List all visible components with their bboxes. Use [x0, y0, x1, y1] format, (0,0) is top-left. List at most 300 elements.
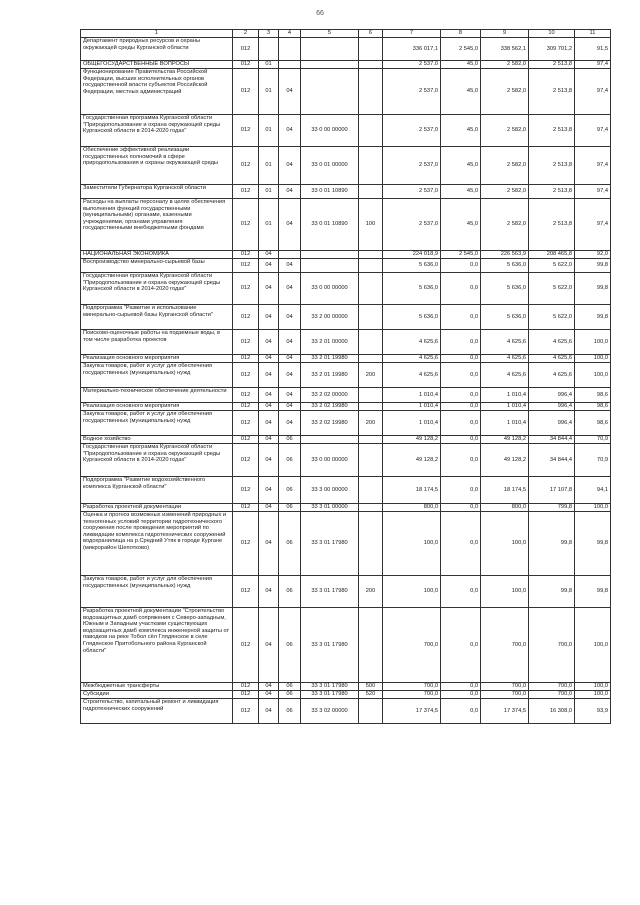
cell-col-2: 012 [233, 411, 259, 436]
cell-col-2: 012 [233, 388, 259, 403]
row-label: Водное хозяйство [81, 436, 233, 444]
cell-col-8: 0,0 [441, 388, 481, 403]
cell-col-11: 100,0 [575, 330, 611, 355]
column-header: 7 [383, 30, 441, 38]
cell-col-8: 0,0 [441, 330, 481, 355]
cell-col-2: 012 [233, 504, 259, 512]
cell-col-6 [359, 251, 383, 259]
cell-col-11: 98,6 [575, 411, 611, 436]
cell-col-11: 99,8 [575, 512, 611, 576]
cell-col-11: 92,0 [575, 251, 611, 259]
cell-col-3: 01 [259, 61, 279, 69]
table-row [81, 259, 611, 273]
cell-col-8: 0,0 [441, 691, 481, 699]
cell-col-3: 01 [259, 69, 279, 115]
cell-col-10: 309 701,2 [529, 38, 575, 61]
table-row [81, 608, 611, 683]
cell-col-5 [301, 38, 359, 61]
table-row [81, 305, 611, 330]
cell-col-11: 99,8 [575, 259, 611, 273]
cell-col-5: 33 3 01 00000 [301, 504, 359, 512]
row-label: Расходы на выплаты персоналу в целях обеспечения выполнения функций государственными (муниципальными) органами, казенными учреждениями, органами управления государственными внебюджетными фондами [81, 199, 233, 251]
cell-col-4: 04 [279, 185, 301, 199]
cell-col-7: 2 537,0 [383, 69, 441, 115]
cell-col-8: 0,0 [441, 699, 481, 724]
cell-col-2: 012 [233, 683, 259, 691]
row-label: Обеспечение эффективной реализации государственных полномочий в сфере природопользования и охраны окружающей среды [81, 147, 233, 185]
cell-col-3: 04 [259, 436, 279, 444]
row-label: Строительство, капитальный ремонт и ликвидация гидротехнических сооружений [81, 699, 233, 724]
cell-col-6 [359, 403, 383, 411]
cell-col-11: 98,6 [575, 388, 611, 403]
cell-col-5: 33 0 00 00000 [301, 115, 359, 147]
cell-col-5: 33 3 01 17980 [301, 608, 359, 683]
cell-col-2: 012 [233, 305, 259, 330]
cell-col-11: 70,9 [575, 436, 611, 444]
column-header: 6 [359, 30, 383, 38]
cell-col-2: 012 [233, 185, 259, 199]
cell-col-9: 4 625,6 [481, 363, 529, 388]
column-header: 4 [279, 30, 301, 38]
table-row [81, 273, 611, 305]
cell-col-3: 04 [259, 512, 279, 576]
cell-col-5: 33 2 02 19980 [301, 403, 359, 411]
cell-col-11: 97,4 [575, 115, 611, 147]
cell-col-7: 2 537,0 [383, 147, 441, 185]
table-row [81, 185, 611, 199]
table-row [81, 504, 611, 512]
row-label: Департамент природных ресурсов и охраны окружающей среды Курганской области [81, 38, 233, 61]
cell-col-10: 700,0 [529, 683, 575, 691]
column-header: 2 [233, 30, 259, 38]
cell-col-10: 4 625,6 [529, 363, 575, 388]
cell-col-6 [359, 61, 383, 69]
table-row [81, 115, 611, 147]
cell-col-10: 99,8 [529, 576, 575, 608]
column-header: 8 [441, 30, 481, 38]
cell-col-10: 996,4 [529, 411, 575, 436]
cell-col-4: 06 [279, 699, 301, 724]
cell-col-2: 012 [233, 251, 259, 259]
cell-col-6: 200 [359, 411, 383, 436]
cell-col-4: 04 [279, 403, 301, 411]
cell-col-10: 5 622,0 [529, 273, 575, 305]
table-row [81, 388, 611, 403]
cell-col-3: 01 [259, 147, 279, 185]
cell-col-10: 2 513,8 [529, 69, 575, 115]
cell-col-2: 012 [233, 259, 259, 273]
cell-col-10: 700,0 [529, 608, 575, 683]
cell-col-9: 2 582,0 [481, 61, 529, 69]
cell-col-7: 1 010,4 [383, 388, 441, 403]
cell-col-3: 01 [259, 115, 279, 147]
cell-col-8: 45,0 [441, 69, 481, 115]
cell-col-10: 2 513,8 [529, 199, 575, 251]
row-label: Разработка проектной документации [81, 504, 233, 512]
table-row [81, 699, 611, 724]
table-row [81, 576, 611, 608]
cell-col-7: 100,0 [383, 576, 441, 608]
cell-col-4: 04 [279, 330, 301, 355]
cell-col-3: 04 [259, 363, 279, 388]
cell-col-4: 04 [279, 411, 301, 436]
cell-col-4: 06 [279, 444, 301, 477]
cell-col-7: 2 537,0 [383, 61, 441, 69]
cell-col-9: 4 625,6 [481, 355, 529, 363]
row-label: Воспроизводство минерально-сырьевой базы [81, 259, 233, 273]
cell-col-4: 06 [279, 683, 301, 691]
cell-col-5: 33 3 01 17980 [301, 512, 359, 576]
cell-col-3: 04 [259, 305, 279, 330]
cell-col-9: 2 582,0 [481, 147, 529, 185]
cell-col-9: 1 010,4 [481, 411, 529, 436]
cell-col-2: 012 [233, 115, 259, 147]
cell-col-9: 1 010,4 [481, 403, 529, 411]
cell-col-9: 2 582,0 [481, 199, 529, 251]
cell-col-7: 1 010,4 [383, 403, 441, 411]
cell-col-10: 996,4 [529, 388, 575, 403]
cell-col-2: 012 [233, 199, 259, 251]
cell-col-2: 012 [233, 436, 259, 444]
cell-col-4: 06 [279, 504, 301, 512]
cell-col-10: 208 465,8 [529, 251, 575, 259]
row-label: Реализация основного мероприятия [81, 355, 233, 363]
cell-col-6 [359, 512, 383, 576]
cell-col-7: 5 636,0 [383, 259, 441, 273]
cell-col-9: 100,0 [481, 576, 529, 608]
cell-col-11: 100,0 [575, 355, 611, 363]
cell-col-8: 2 545,0 [441, 38, 481, 61]
cell-col-4: 04 [279, 199, 301, 251]
cell-col-4: 04 [279, 115, 301, 147]
cell-col-11: 100,0 [575, 691, 611, 699]
row-label: ОБЩЕГОСУДАРСТВЕННЫЕ ВОПРОСЫ [81, 61, 233, 69]
cell-col-3: 04 [259, 683, 279, 691]
cell-col-8: 45,0 [441, 147, 481, 185]
column-header: 11 [575, 30, 611, 38]
table-row [81, 69, 611, 115]
cell-col-7: 100,0 [383, 512, 441, 576]
cell-col-4 [279, 251, 301, 259]
cell-col-8: 0,0 [441, 504, 481, 512]
cell-col-2: 012 [233, 512, 259, 576]
cell-col-11: 70,9 [575, 444, 611, 477]
table-row [81, 251, 611, 259]
table-row [81, 683, 611, 691]
cell-col-4 [279, 61, 301, 69]
cell-col-4: 06 [279, 477, 301, 504]
cell-col-2: 012 [233, 576, 259, 608]
cell-col-8: 45,0 [441, 199, 481, 251]
cell-col-9: 2 582,0 [481, 115, 529, 147]
cell-col-8: 0,0 [441, 403, 481, 411]
cell-col-10: 16 308,0 [529, 699, 575, 724]
cell-col-9: 2 582,0 [481, 69, 529, 115]
cell-col-9: 700,0 [481, 683, 529, 691]
row-label: Функционирование Правительства Российской Федерации, высших исполнительных органов государственной власти субъектов Российской Федерации, местных администраций [81, 69, 233, 115]
cell-col-4: 04 [279, 355, 301, 363]
cell-col-7: 49 128,2 [383, 444, 441, 477]
cell-col-5: 33 0 01 00000 [301, 147, 359, 185]
cell-col-11: 100,0 [575, 504, 611, 512]
row-label: Оценка и прогноз возможных изменений природных и техногенных условий территории гидротехнического сооружения после проведения мероприятий по ликвидации комплекса гидротехнических сооружений водохранилища на р.Средний Утяк в городе Кургане (микрорайон Шепотково) [81, 512, 233, 576]
cell-col-4: 04 [279, 363, 301, 388]
cell-col-4: 04 [279, 147, 301, 185]
cell-col-10: 2 513,8 [529, 61, 575, 69]
cell-col-8: 0,0 [441, 608, 481, 683]
cell-col-9: 700,0 [481, 691, 529, 699]
cell-col-8: 0,0 [441, 273, 481, 305]
cell-col-8: 0,0 [441, 355, 481, 363]
table-row [81, 691, 611, 699]
cell-col-11: 100,0 [575, 608, 611, 683]
cell-col-7: 800,0 [383, 504, 441, 512]
cell-col-10: 2 513,8 [529, 115, 575, 147]
cell-col-7: 700,0 [383, 608, 441, 683]
cell-col-6 [359, 330, 383, 355]
cell-col-5 [301, 251, 359, 259]
cell-col-5: 33 2 02 19980 [301, 411, 359, 436]
table-row [81, 199, 611, 251]
table-row [81, 330, 611, 355]
page-number: 66 [316, 10, 324, 17]
cell-col-5 [301, 259, 359, 273]
row-label: Подпрограмма "Развитие и использование минерально-сырьевой базы Курганской области" [81, 305, 233, 330]
cell-col-5 [301, 436, 359, 444]
cell-col-11: 97,4 [575, 69, 611, 115]
cell-col-3: 01 [259, 185, 279, 199]
row-label: Разработка проектной документации "Строительство водозащитных дамб сопряжения с Северо-западным, Южным и Западным участками существующих водозащитных дамб комплекса инженерной защиты от паводков на реке Тобол сёл Глядянское в селе Глядянское Притобольного района Курганской области" [81, 608, 233, 683]
cell-col-11: 100,0 [575, 683, 611, 691]
row-label: Закупка товаров, работ и услуг для обеспечения государственных (муниципальных) нужд [81, 576, 233, 608]
cell-col-9: 800,0 [481, 504, 529, 512]
cell-col-6 [359, 259, 383, 273]
cell-col-3: 04 [259, 444, 279, 477]
cell-col-5: 33 2 02 00000 [301, 388, 359, 403]
cell-col-2: 012 [233, 61, 259, 69]
cell-col-7: 4 625,6 [383, 330, 441, 355]
cell-col-4: 06 [279, 608, 301, 683]
cell-col-2: 012 [233, 38, 259, 61]
cell-col-3: 04 [259, 691, 279, 699]
cell-col-6 [359, 444, 383, 477]
cell-col-7: 18 174,5 [383, 477, 441, 504]
cell-col-2: 012 [233, 147, 259, 185]
cell-col-11: 97,4 [575, 185, 611, 199]
budget-table [80, 29, 611, 724]
cell-col-6 [359, 38, 383, 61]
cell-col-2: 012 [233, 477, 259, 504]
cell-col-3: 04 [259, 259, 279, 273]
cell-col-6 [359, 388, 383, 403]
cell-col-5: 33 3 00 00000 [301, 477, 359, 504]
cell-col-10: 4 625,6 [529, 355, 575, 363]
cell-col-3: 01 [259, 199, 279, 251]
cell-col-6: 100 [359, 199, 383, 251]
cell-col-11: 94,1 [575, 477, 611, 504]
cell-col-8: 0,0 [441, 477, 481, 504]
row-label: Межбюджетные трансферты [81, 683, 233, 691]
cell-col-10: 2 513,8 [529, 147, 575, 185]
cell-col-9: 5 636,0 [481, 259, 529, 273]
cell-col-5: 33 3 02 00000 [301, 699, 359, 724]
cell-col-9: 4 625,6 [481, 330, 529, 355]
cell-col-11: 100,0 [575, 363, 611, 388]
cell-col-9: 49 128,2 [481, 444, 529, 477]
cell-col-11: 99,8 [575, 273, 611, 305]
cell-col-5: 33 0 01 10890 [301, 199, 359, 251]
cell-col-10: 2 513,8 [529, 185, 575, 199]
header-row [81, 30, 611, 38]
cell-col-6 [359, 608, 383, 683]
cell-col-9: 1 010,4 [481, 388, 529, 403]
cell-col-9: 18 174,5 [481, 477, 529, 504]
row-label: Заместители Губернатора Курганской области [81, 185, 233, 199]
cell-col-5: 33 2 00 00000 [301, 305, 359, 330]
cell-col-6: 500 [359, 683, 383, 691]
cell-col-2: 012 [233, 691, 259, 699]
cell-col-6: 200 [359, 363, 383, 388]
cell-col-10: 99,8 [529, 512, 575, 576]
cell-col-7: 700,0 [383, 691, 441, 699]
cell-col-8: 0,0 [441, 444, 481, 477]
cell-col-9: 2 582,0 [481, 185, 529, 199]
cell-col-10: 799,8 [529, 504, 575, 512]
cell-col-5: 33 2 01 19980 [301, 355, 359, 363]
cell-col-7: 2 537,0 [383, 199, 441, 251]
cell-col-3: 04 [259, 388, 279, 403]
table-row [81, 363, 611, 388]
cell-col-3: 04 [259, 608, 279, 683]
table-row [81, 477, 611, 504]
cell-col-4: 06 [279, 691, 301, 699]
cell-col-5 [301, 69, 359, 115]
row-label: Субсидии [81, 691, 233, 699]
cell-col-5: 33 2 01 00000 [301, 330, 359, 355]
cell-col-6 [359, 305, 383, 330]
cell-col-7: 49 128,2 [383, 436, 441, 444]
row-label: Подпрограмма "Развитие водохозяйственного комплекса Курганской области" [81, 477, 233, 504]
cell-col-8: 2 545,0 [441, 251, 481, 259]
row-label: Государственная программа Курганской области "Природопользование и охрана окружающей среды Курганской области в 2014-2020 годах" [81, 115, 233, 147]
table-row [81, 444, 611, 477]
row-label: Государственная программа Курганской области "Природопользование и охрана окружающей среды Курганской области в 2014-2020 годах" [81, 444, 233, 477]
column-header: 5 [301, 30, 359, 38]
cell-col-6 [359, 115, 383, 147]
cell-col-8: 0,0 [441, 305, 481, 330]
table-row [81, 38, 611, 61]
column-header: 10 [529, 30, 575, 38]
row-label: Поисково-оценочные работы на подземные воды, в том числе разработка проектов [81, 330, 233, 355]
cell-col-8: 0,0 [441, 436, 481, 444]
cell-col-3 [259, 38, 279, 61]
cell-col-9: 5 636,0 [481, 305, 529, 330]
cell-col-7: 2 537,0 [383, 185, 441, 199]
cell-col-10: 17 107,8 [529, 477, 575, 504]
cell-col-6 [359, 699, 383, 724]
cell-col-6 [359, 185, 383, 199]
cell-col-8: 45,0 [441, 115, 481, 147]
cell-col-2: 012 [233, 363, 259, 388]
cell-col-11: 91,5 [575, 38, 611, 61]
cell-col-3: 04 [259, 251, 279, 259]
cell-col-10: 5 622,0 [529, 259, 575, 273]
cell-col-4: 06 [279, 436, 301, 444]
cell-col-10: 4 625,6 [529, 330, 575, 355]
cell-col-3: 04 [259, 576, 279, 608]
cell-col-5: 33 3 01 17980 [301, 576, 359, 608]
cell-col-8: 0,0 [441, 363, 481, 388]
cell-col-7: 4 625,6 [383, 355, 441, 363]
cell-col-2: 012 [233, 355, 259, 363]
cell-col-10: 34 844,4 [529, 436, 575, 444]
cell-col-4: 06 [279, 576, 301, 608]
cell-col-3: 04 [259, 355, 279, 363]
cell-col-5: 33 3 01 17980 [301, 683, 359, 691]
cell-col-3: 04 [259, 403, 279, 411]
cell-col-3: 04 [259, 411, 279, 436]
cell-col-7: 17 374,5 [383, 699, 441, 724]
cell-col-8: 45,0 [441, 185, 481, 199]
cell-col-10: 996,4 [529, 403, 575, 411]
cell-col-3: 04 [259, 273, 279, 305]
cell-col-5: 33 0 00 00000 [301, 444, 359, 477]
cell-col-6: 520 [359, 691, 383, 699]
table-row [81, 403, 611, 411]
table-row [81, 436, 611, 444]
table-row [81, 61, 611, 69]
table-row [81, 355, 611, 363]
cell-col-3: 04 [259, 699, 279, 724]
cell-col-10: 34 844,4 [529, 444, 575, 477]
cell-col-3: 04 [259, 330, 279, 355]
row-label: Реализация основного мероприятия [81, 403, 233, 411]
cell-col-11: 98,6 [575, 403, 611, 411]
cell-col-6 [359, 147, 383, 185]
cell-col-2: 012 [233, 699, 259, 724]
cell-col-6 [359, 477, 383, 504]
cell-col-9: 338 562,1 [481, 38, 529, 61]
cell-col-2: 012 [233, 444, 259, 477]
cell-col-5: 33 0 01 10890 [301, 185, 359, 199]
row-label: НАЦИОНАЛЬНАЯ ЭКОНОМИКА [81, 251, 233, 259]
cell-col-6 [359, 69, 383, 115]
column-header: 3 [259, 30, 279, 38]
column-header: 1 [81, 30, 233, 38]
cell-col-5: 33 0 00 00000 [301, 273, 359, 305]
cell-col-5: 33 3 01 17980 [301, 691, 359, 699]
cell-col-2: 012 [233, 273, 259, 305]
row-label: Материально-техническое обеспечение деятельности [81, 388, 233, 403]
cell-col-7: 1 010,4 [383, 411, 441, 436]
cell-col-4: 04 [279, 273, 301, 305]
cell-col-8: 0,0 [441, 259, 481, 273]
cell-col-7: 224 018,9 [383, 251, 441, 259]
cell-col-8: 45,0 [441, 61, 481, 69]
cell-col-8: 0,0 [441, 512, 481, 576]
table-row [81, 512, 611, 576]
cell-col-2: 012 [233, 403, 259, 411]
cell-col-2: 012 [233, 330, 259, 355]
cell-col-7: 4 625,6 [383, 363, 441, 388]
cell-col-4: 04 [279, 259, 301, 273]
cell-col-9: 5 636,0 [481, 273, 529, 305]
cell-col-9: 17 374,5 [481, 699, 529, 724]
cell-col-3: 04 [259, 504, 279, 512]
cell-col-2: 012 [233, 608, 259, 683]
table-row [81, 411, 611, 436]
cell-col-5 [301, 61, 359, 69]
